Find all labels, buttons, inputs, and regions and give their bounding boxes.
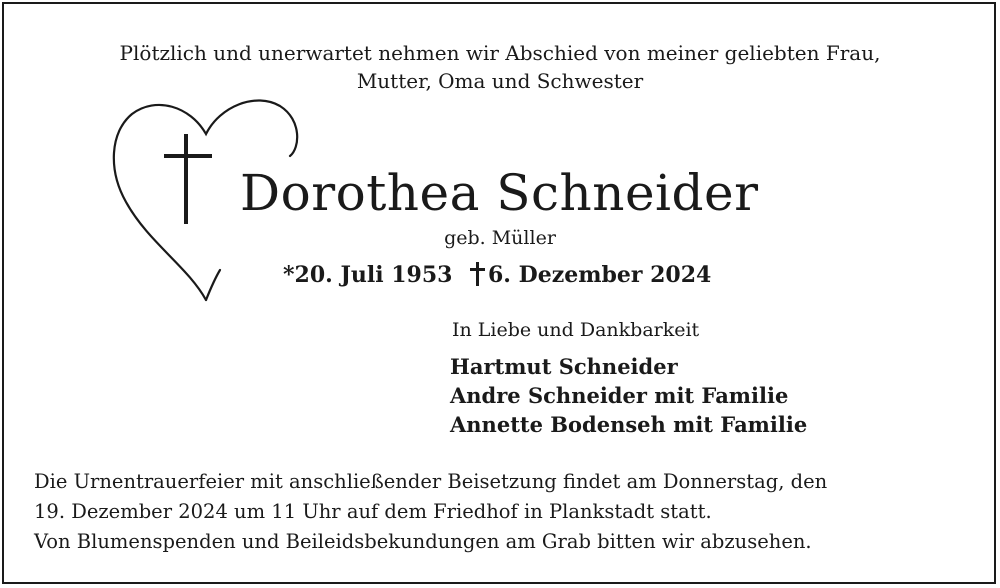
cross-icon <box>184 134 188 224</box>
small-cross-icon <box>470 262 484 286</box>
notice-line: Die Urnentrauerfeier mit anschließender Beisetzung findet am Donnerstag, den <box>34 470 828 493</box>
deceased-name: Dorothea Schneider <box>240 164 759 222</box>
notice-line: Von Blumenspenden und Beileidsbekundungen am Grab bitten wir abzusehen. <box>34 530 812 553</box>
cross-bar <box>164 154 212 158</box>
funeral-notice <box>34 467 974 557</box>
birth-name: geb. Müller <box>444 227 556 249</box>
thanks-line: In Liebe und Dankbarkeit <box>452 319 700 341</box>
mourner-item: Hartmut Schneider <box>450 354 678 379</box>
heart-tail <box>206 270 220 300</box>
mourner-item: Annette Bodenseh mit Familie <box>450 412 808 437</box>
death-date-line <box>470 258 711 292</box>
intro-line-1: Plötzlich und unerwartet nehmen wir Abschied von meiner geliebten Frau, <box>119 41 881 65</box>
mourners-list <box>450 352 807 439</box>
intro-line-2: Mutter, Oma und Schwester <box>356 69 644 93</box>
notice-line: 19. Dezember 2024 um 11 Uhr auf dem Friedhof in Plankstadt statt. <box>34 500 712 523</box>
birth-date: *20. Juli 1953 <box>283 262 453 288</box>
death-date: 6. Dezember 2024 <box>488 262 712 288</box>
mourner-item: Andre Schneider mit Familie <box>450 383 789 408</box>
